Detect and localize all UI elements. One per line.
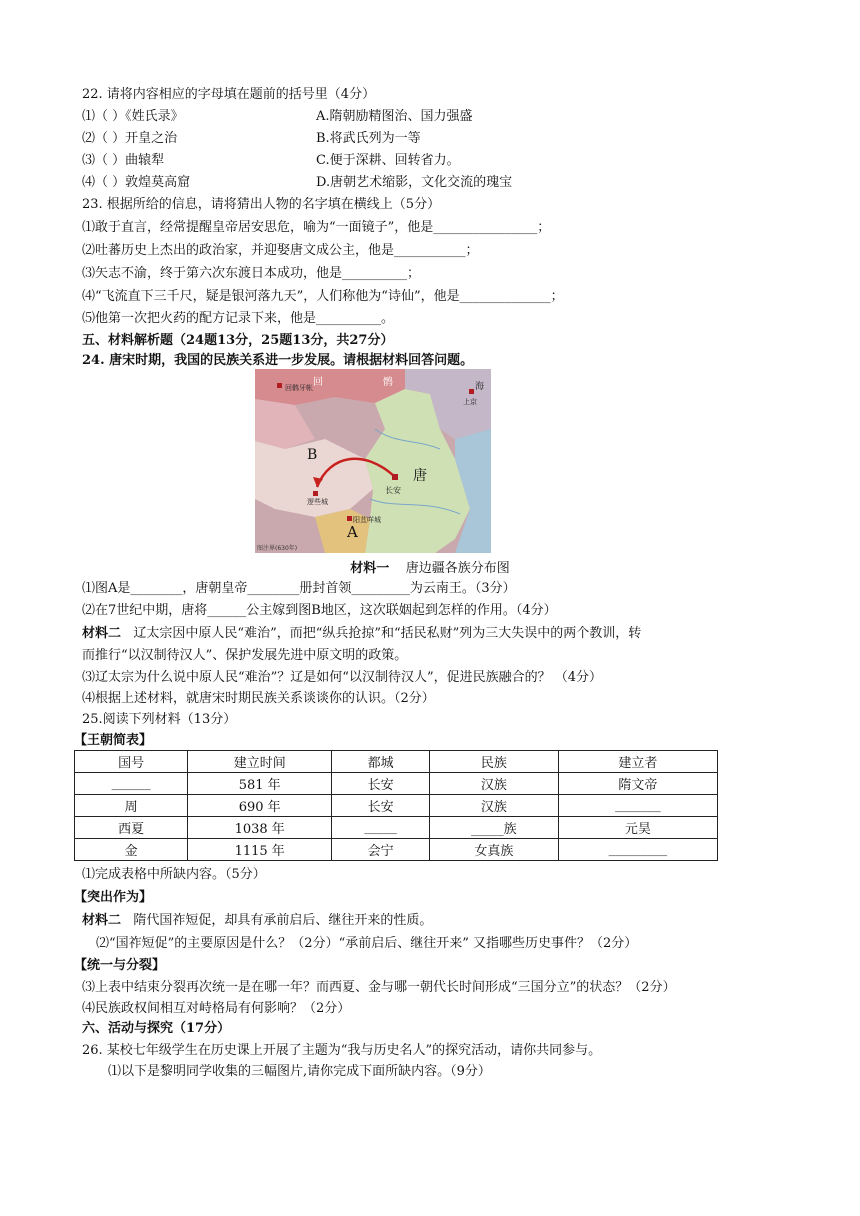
table-header-cell: 建立者 — [558, 751, 717, 773]
q25-sub-4: ⑷民族政权间相互对峙格局有何影响？（2分） — [82, 1001, 351, 1016]
table-cell: _________ — [558, 839, 717, 861]
q22-item-2-right: B.将武氏列为一等 — [316, 131, 421, 146]
q23-item-4: ⑷“飞流直下三千尺，疑是银河落九天”，人们称他为“诗仙”，他是______________； — [82, 289, 564, 304]
table-cell: 周 — [75, 795, 188, 817]
map-label-shangjing: 上京 — [463, 398, 477, 406]
section-6-heading: 六、活动与探究（17分） — [82, 1021, 231, 1036]
map-label-scale: 图注界(630年) — [257, 545, 298, 552]
map-caption — [0, 557, 860, 576]
table-cell: 隋文帝 — [558, 773, 717, 795]
table-cell: 女真族 — [430, 839, 559, 861]
table-cell: 1038 年 — [188, 817, 332, 839]
table-cell: 581 年 — [188, 773, 332, 795]
q25-heading-3: 【统一与分裂】 — [74, 958, 166, 973]
q23-item-3: ⑶矢志不渝，终于第六次东渡日本成功，他是__________； — [82, 266, 421, 281]
table-row — [75, 773, 718, 795]
table-row — [75, 795, 718, 817]
map-graphic — [255, 369, 491, 553]
table-header-cell: 民族 — [430, 751, 559, 773]
q24-sub-1: ⑴图A是________，唐朝皇帝________册封首领_________为云南王。（3分） — [82, 581, 516, 596]
q24-sub-3: ⑶辽太宗为什么说中原人民“难治”？辽是如何“以汉制待汉人”，促进民族融合的？ （4分） — [82, 670, 602, 685]
q24-material-2-text: 辽太宗因中原人民“难治”，而把“纵兵抢掠”和“括民私财”列为三大失误中的两个教训，转 — [133, 626, 642, 641]
q25-heading-2: 【突出作为】 — [74, 890, 153, 905]
q25-material-2-text: 隋代国祚短促，却具有承前启后、继往开来的性质。 — [133, 913, 433, 928]
q25-material-2-label: 材料二 — [82, 913, 122, 928]
map-label-luoxie: 逻些城 — [307, 498, 328, 506]
q23-item-5: ⑸他第一次把火药的配方记录下来，他是__________。 — [82, 311, 395, 326]
q23-item-2: ⑵吐蕃历史上杰出的政治家，并迎娶唐文成公主，他是___________； — [82, 243, 479, 258]
table-cell: 汉族 — [430, 795, 559, 817]
q22-item-1-right: A.隋朝励精图治、国力强盛 — [316, 109, 473, 124]
q24-material-2-label: 材料二 — [82, 626, 122, 641]
table-header-cell: 国号 — [75, 751, 188, 773]
q22-title: 22. 请将内容相应的字母填在题前的括号里（4分） — [82, 87, 376, 102]
table-header-row — [75, 751, 718, 773]
table-cell: 长安 — [332, 773, 430, 795]
tang-frontier-map — [255, 369, 491, 553]
table-cell: _______ — [558, 795, 717, 817]
q22-item-3-right: C.便于深耕、回转省力。 — [316, 153, 460, 168]
q25-table-heading: 【王朝简表】 — [74, 733, 153, 748]
q24-title: 24. 唐宋时期，我国的民族关系进一步发展。请根据材料回答问题。 — [82, 353, 474, 368]
table-cell: _____ — [332, 817, 430, 839]
q25-title: 25.阅读下列材料（13分） — [82, 712, 237, 727]
q25-sub-1: ⑴完成表格中所缺内容。（5分） — [82, 867, 266, 882]
table-cell: 汉族 — [430, 773, 559, 795]
table-row — [75, 817, 718, 839]
q24-sub-4: ⑷根据上述材料，就唐宋时期民族关系谈谈你的认识。（2分） — [82, 691, 435, 706]
table-cell: 会宁 — [332, 839, 430, 861]
map-label-hai: 海 — [475, 382, 485, 392]
section-5-heading: 五、材料解析题（24题13分，25题13分，共27分） — [82, 333, 394, 348]
q22-item-2-left: ⑵（ ）开皇之治 — [82, 131, 178, 146]
q24-sub-2: ⑵在7世纪中期，唐将______公主嫁到图B地区，这次联姻起到怎样的作用。（4分） — [82, 603, 557, 618]
map-caption-text: 唐边疆各族分布图 — [405, 561, 510, 576]
map-caption-label: 材料一 — [350, 561, 390, 576]
table-cell: 金 — [75, 839, 188, 861]
table-cell: 元昊 — [558, 817, 717, 839]
q26-title: 26. 某校七年级学生在历史课上开展了主题为“我与历史名人”的探究活动，请你共同参与。 — [82, 1043, 602, 1058]
q22-item-3-left: ⑶（ ）曲辕犁 — [82, 153, 165, 168]
q25-sub-3: ⑶上表中结束分裂再次统一是在哪一年？而西夏、金与哪一朝代长时间形成“三国分立”的状态？（2分） — [82, 980, 676, 995]
table-header-cell: 建立时间 — [188, 751, 332, 773]
table-header-cell: 都城 — [332, 751, 430, 773]
q23-title: 23. 根据所给的信息，请将猜出人物的名字填在横线上（5分） — [82, 197, 441, 212]
map-label-huihe-city: 回鹘牙帐 — [285, 384, 313, 392]
q24-material-2-line-2: 而推行“以汉制待汉人”、保护发展先进中原文明的政策。 — [82, 648, 408, 663]
table-cell: 西夏 — [75, 817, 188, 839]
map-label-hu: 鹘 — [383, 377, 393, 388]
q23-item-1: ⑴敢于直言，经常提醒皇帝居安思危，喻为“一面镜子”，他是________________； — [82, 220, 551, 235]
table-row — [75, 839, 718, 861]
q22-item-1-left: ⑴（ ）《姓氏录》 — [82, 109, 184, 124]
dynasty-table — [74, 750, 718, 861]
table-cell: 长安 — [332, 795, 430, 817]
q22-item-4-right: D.唐朝艺术缩影，文化交流的瑰宝 — [316, 175, 513, 190]
map-label-b: B — [307, 447, 318, 463]
map-label-changan: 长安 — [385, 486, 401, 495]
map-label-a: A — [347, 523, 358, 541]
table-cell: 690 年 — [188, 795, 332, 817]
map-label-hui: 回 — [313, 377, 323, 388]
q24-material-2-line-1 — [82, 625, 641, 642]
map-label-yangju: 阳苴咩城 — [353, 516, 381, 524]
q25-sub-2: ⑵“国祚短促”的主要原因是什么？（2分）“承前启后、继往开来” 又指哪些历史事件？（2分） — [96, 936, 638, 951]
q22-item-4-left: ⑷（ ）敦煌莫高窟 — [82, 175, 191, 190]
q25-material-2 — [82, 912, 432, 929]
table-cell: 1115 年 — [188, 839, 332, 861]
table-cell: _____族 — [430, 817, 559, 839]
table-cell: ______ — [75, 773, 188, 795]
q26-sub-1: ⑴以下是黎明同学收集的三幅图片,请你完成下面所缺内容。（9分） — [108, 1064, 491, 1079]
map-label-tang: 唐 — [413, 468, 427, 484]
